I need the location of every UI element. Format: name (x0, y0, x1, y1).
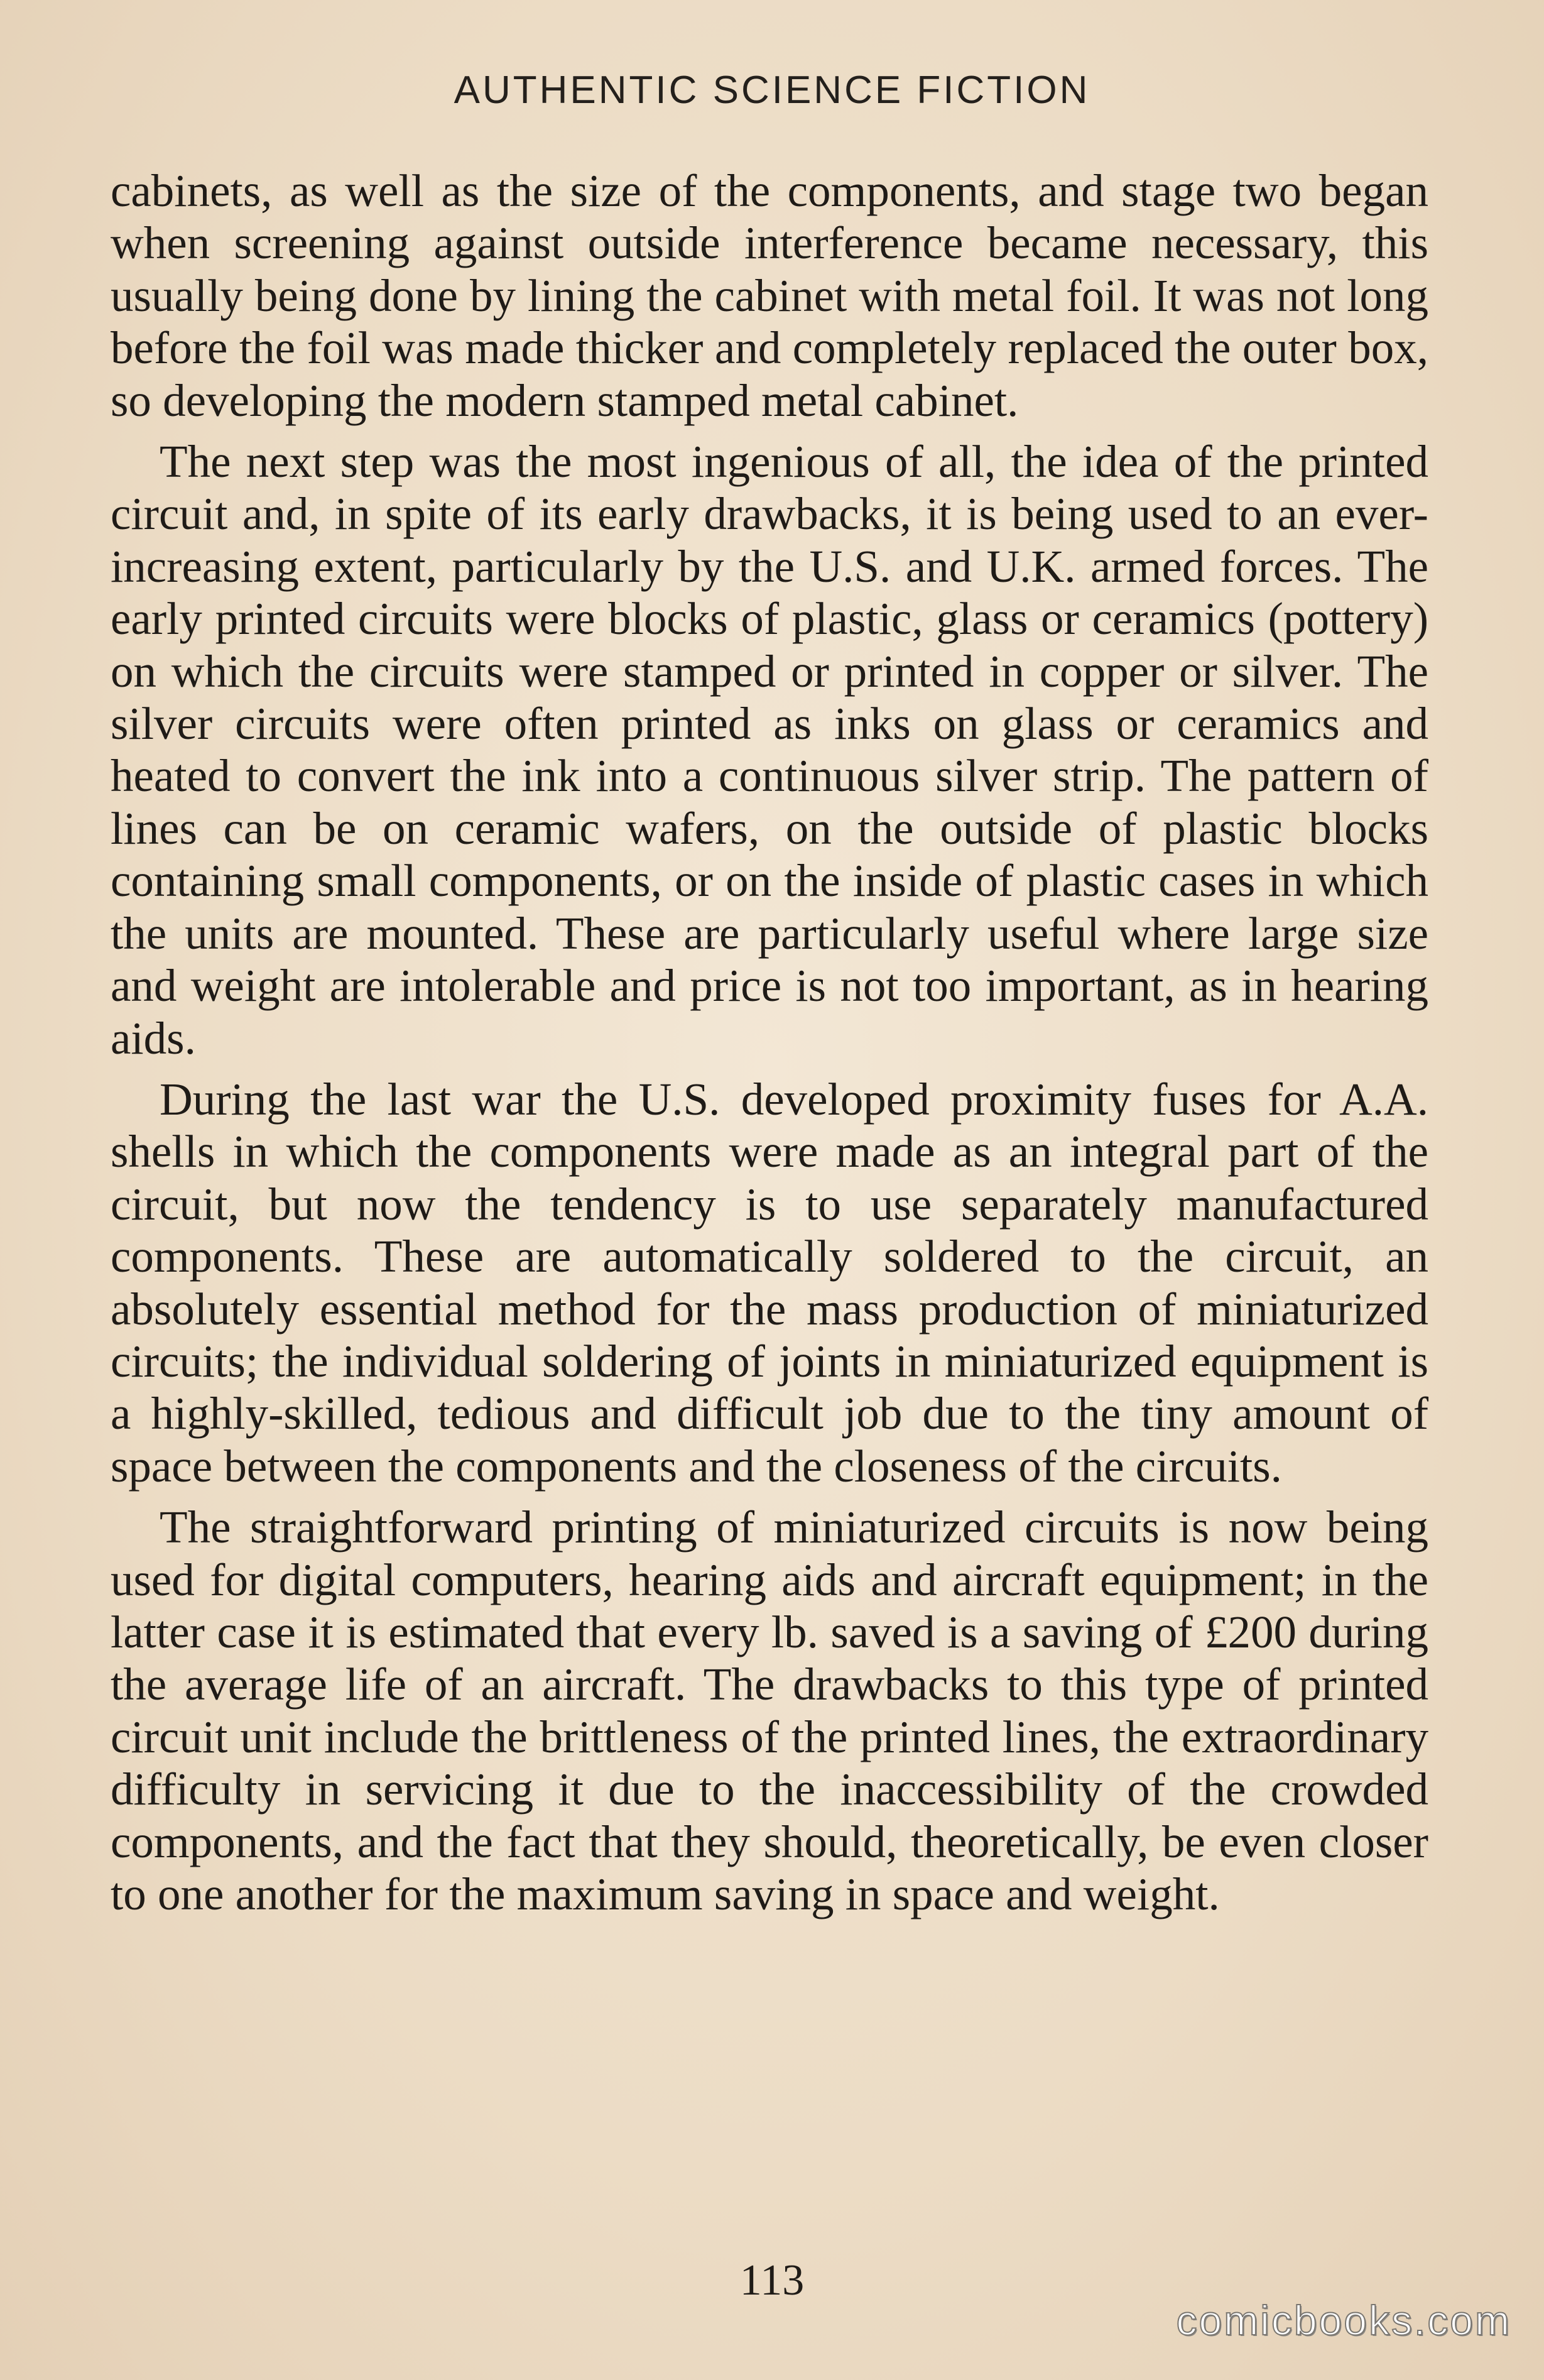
paragraph-1: cabinets, as well as the size of the components, and stage two began when screening against outside interference became necessary, this usually being done by lining the cabinet with metal foil. It was not long before the foil was made thicker and completely replaced the outer box, so developing the modern stamped metal cabinet. (111, 165, 1428, 426)
body-text (111, 165, 1428, 1929)
paragraph-4: The straightforward printing of miniaturized circuits is now being used for digital computers, hearing aids and aircraft equipment; in the latter case it is estimated that every lb. saved is a saving of £200 during the average life of an aircraft. The drawbacks to this type of printed circuit unit include the brittleness of the printed lines, the extraordinary difficulty in servicing it due to the inaccessibility of the crowded components, and the fact that they should, theoretically, be even closer to one another for the maximum saving in space and weight. (111, 1502, 1428, 1919)
paragraph-2: The next step was the most ingenious of all, the idea of the printed circuit and, in spite of its early drawbacks, it is being used to an ever-increasing extent, particularly by the U.S. and U.K. armed forces. The early printed circuits were blocks of plastic, glass or ceramics (pottery) on which the circuits were stamped or printed in copper or silver. The silver circuits were often printed as inks on glass or ceramics and heated to convert the ink into a continuous silver strip. The pattern of lines can be on ceramic wafers, on the outside of plastic blocks containing small components, or on the inside of plastic cases in which the units are mounted. These are particularly useful where large size and weight are intolerable and price is not too important, as in hearing aids. (111, 436, 1428, 1064)
running-head: AUTHENTIC SCIENCE FICTION (454, 68, 1090, 112)
paragraph-3: During the last war the U.S. developed proximity fuses for A.A. shells in which the components were made as an integral part of the circuit, but now the tendency is to use separately manufactured components. These are automatically soldered to the circuit, an absolutely essential method for the mass production of miniaturized circuits; the individual soldering of joints in miniaturized equipment is a highly-skilled, tedious and difficult job due to the tiny amount of space between the components and the closeness of the circuits. (111, 1073, 1428, 1492)
page-number: 113 (739, 2256, 805, 2305)
watermark: comicbooks.com (1176, 2297, 1511, 2344)
